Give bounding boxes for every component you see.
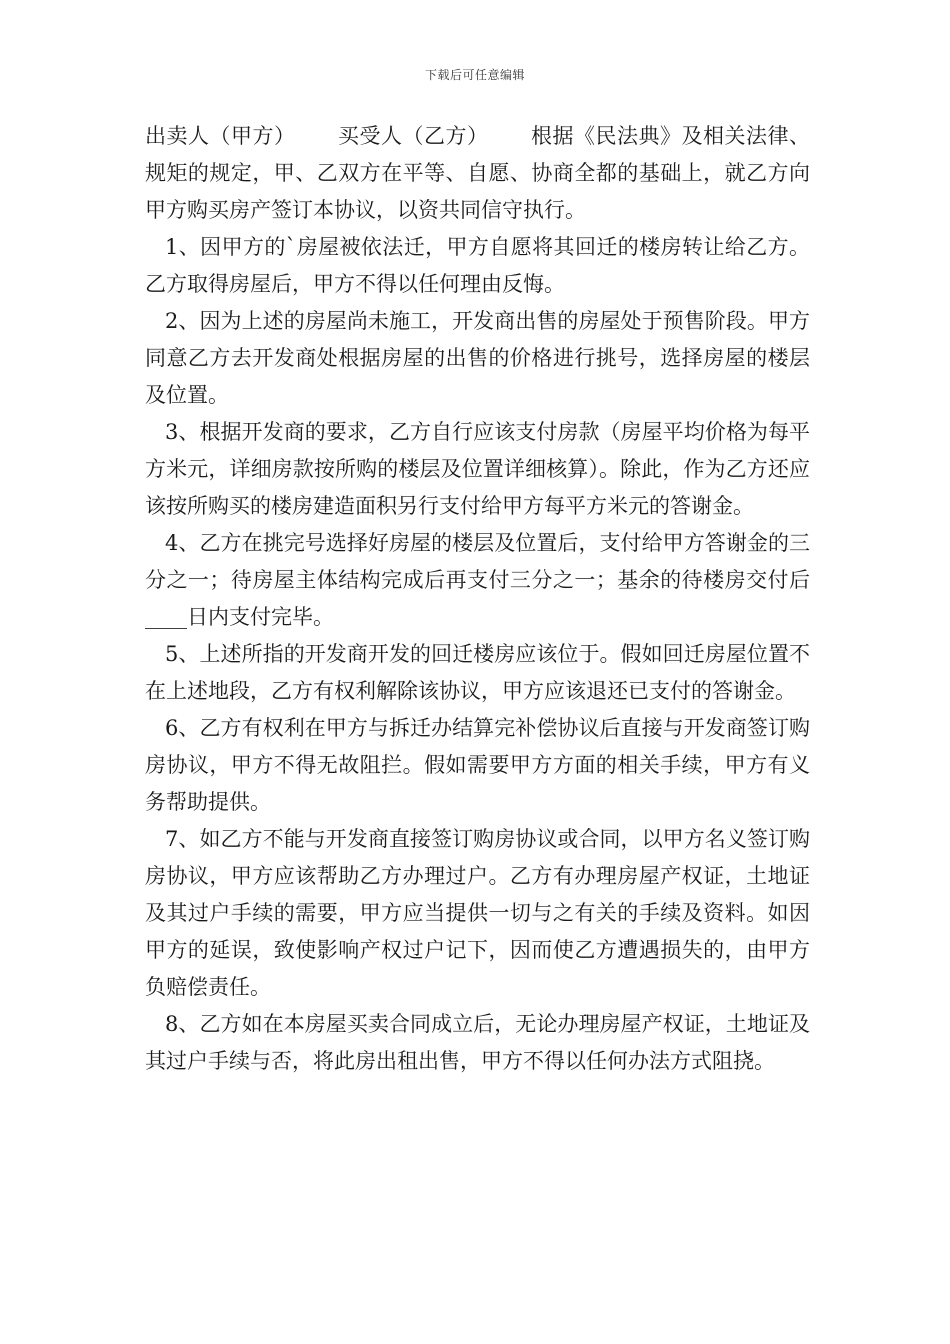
intro-text: 根据《民法典》及相关法律、规矩的规定，甲、乙双方在平等、自愿、协商全都的基础上，就乙方向甲方购买房产签订本协议，以资共同信守执行。 [145, 124, 810, 222]
clause-3: 3、根据开发商的要求，乙方自行应该支付房款（房屋平均价格为每平方米元，详细房款按所购的楼层及位置详细核算）。除此，作为乙方还应该按所购买的楼房建造面积另行支付给甲方每平方米元的答谢金。 [145, 420, 810, 518]
page-header: 下载后可任意编辑 [424, 68, 525, 82]
clause-5: 5、上述所指的开发商开发的回迁楼房应该位于。假如回迁房屋位置不在上述地段，乙方有权利解除该协议，甲方应该退还已支付的答谢金。 [145, 642, 810, 703]
contract-intro [145, 118, 810, 229]
clause-1: 1、因甲方的`房屋被依法迁，甲方自愿将其回迁的楼房转让给乙方。乙方取得房屋后，甲方不得以任何理由反悔。 [145, 235, 810, 296]
clause-4: 4、乙方在挑完号选择好房屋的楼层及位置后，支付给甲方答谢金的三分之一；待房屋主体结构完成后再支付三分之一；基余的待楼房交付后____日内支付完毕。 [145, 531, 810, 629]
clause-8: 8、乙方如在本房屋买卖合同成立后，无论办理房屋产权证，土地证及其过户手续与否，将此房出租出售，甲方不得以任何办法方式阻挠。 [145, 1012, 810, 1073]
buyer-label: 买受人（乙方） [337, 124, 489, 148]
clause-2: 2、因为上述的房屋尚未施工，开发商出售的房屋处于预售阶段。甲方同意乙方去开发商处根据房屋的出售的价格进行挑号，选择房屋的楼层及位置。 [145, 309, 810, 407]
contract-body [145, 118, 810, 1080]
seller-label: 出卖人（甲方） [145, 124, 296, 148]
clause-6: 6、乙方有权利在甲方与拆迁办结算完补偿协议后直接与开发商签订购房协议，甲方不得无故阻拦。假如需要甲方方面的相关手续，甲方有义务帮助提供。 [145, 716, 810, 814]
clause-7: 7、如乙方不能与开发商直接签订购房协议或合同，以甲方名义签订购房协议，甲方应该帮助乙方办理过户。乙方有办理房屋产权证，土地证及其过户手续的需要，甲方应当提供一切与之有关的手续及资料。如因甲方的延误，致使影响产权过户记下，因而使乙方遭遇损失的，由甲方负赔偿责任。 [145, 827, 810, 999]
